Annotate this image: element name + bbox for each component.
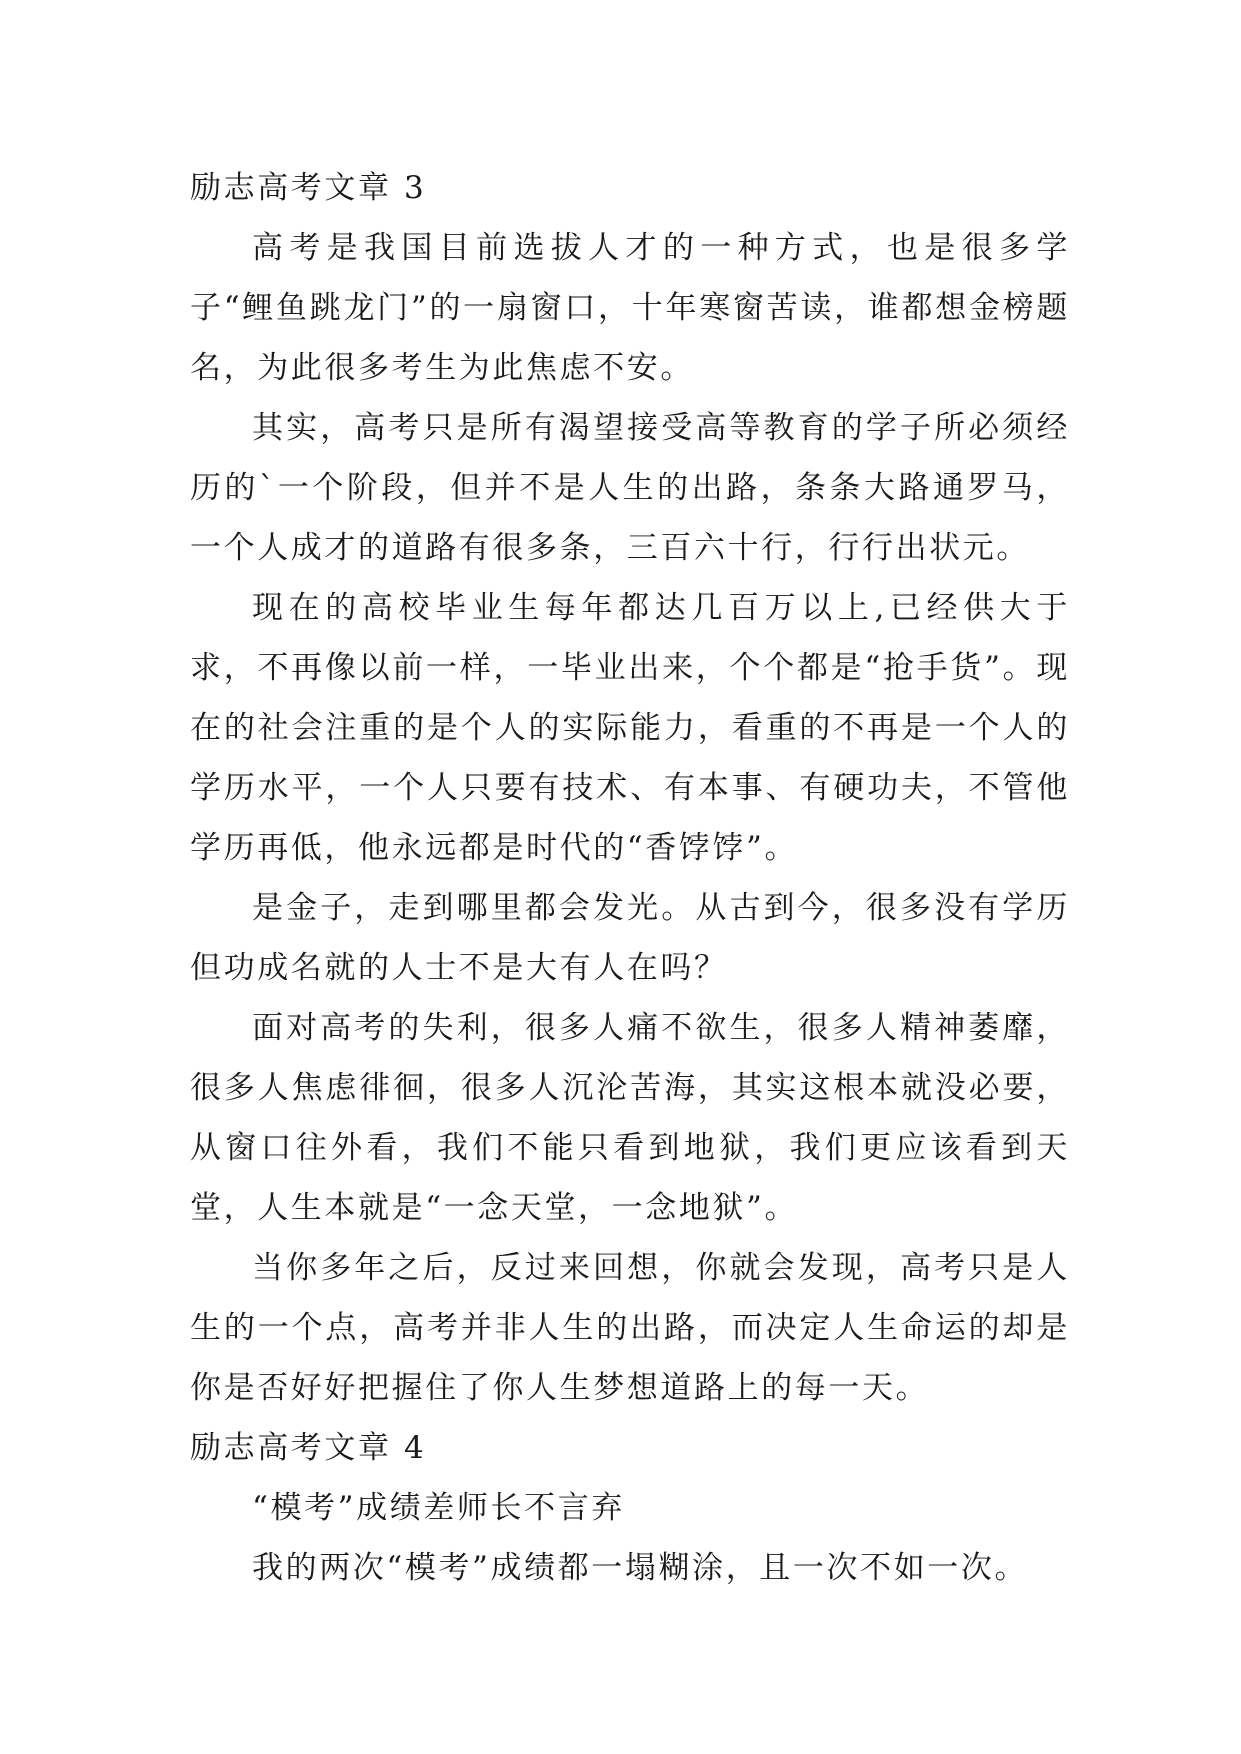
paragraph: 高考是我国目前选拔人才的一种方式，也是很多学子“鲤鱼跳龙门”的一扇窗口，十年寒窗苦读，谁都想金榜题名，为此很多考生为此焦虑不安。	[190, 230, 1070, 386]
section-heading-4: 励志高考文章 4	[190, 1430, 427, 1466]
section-subtitle: “模考”成绩差师长不言弃	[252, 1490, 625, 1526]
paragraph: 当你多年之后，反过来回想，你就会发现，高考只是人生的一个点，高考并非人生的出路，而决定人生命运的却是你是否好好把握住了你人生梦想道路上的每一天。	[190, 1250, 1070, 1406]
paragraph: 现在的高校毕业生每年都达几百万以上,已经供大于求，不再像以前一样，一毕业出来，个个都是“抢手货”。现在的社会注重的是个人的实际能力，看重的不再是一个人的学历水平，一个人只要有技术、有本事、有硬功夫，不管他学历再低，他永远都是时代的“香饽饽”。	[190, 590, 1070, 866]
paragraph: 其实，高考只是所有渴望接受高等教育的学子所必须经历的`一个阶段，但并不是人生的出路，条条大路通罗马，一个人成才的道路有很多条，三百六十行，行行出状元。	[190, 410, 1070, 566]
paragraph: 面对高考的失利，很多人痛不欲生，很多人精神萎靡，很多人焦虑徘徊，很多人沉沦苦海，其实这根本就没必要，从窗口往外看，我们不能只看到地狱，我们更应该看到天堂，人生本就是“一念天堂，一念地狱”。	[190, 1010, 1070, 1226]
paragraph: 是金子，走到哪里都会发光。从古到今，很多没有学历但功成名就的人士不是大有人在吗？	[190, 890, 1070, 986]
paragraph: 我的两次“模考”成绩都一塌糊涂，且一次不如一次。	[252, 1550, 1029, 1586]
section-heading-3: 励志高考文章 3	[190, 170, 427, 206]
article-body	[190, 158, 1070, 1598]
